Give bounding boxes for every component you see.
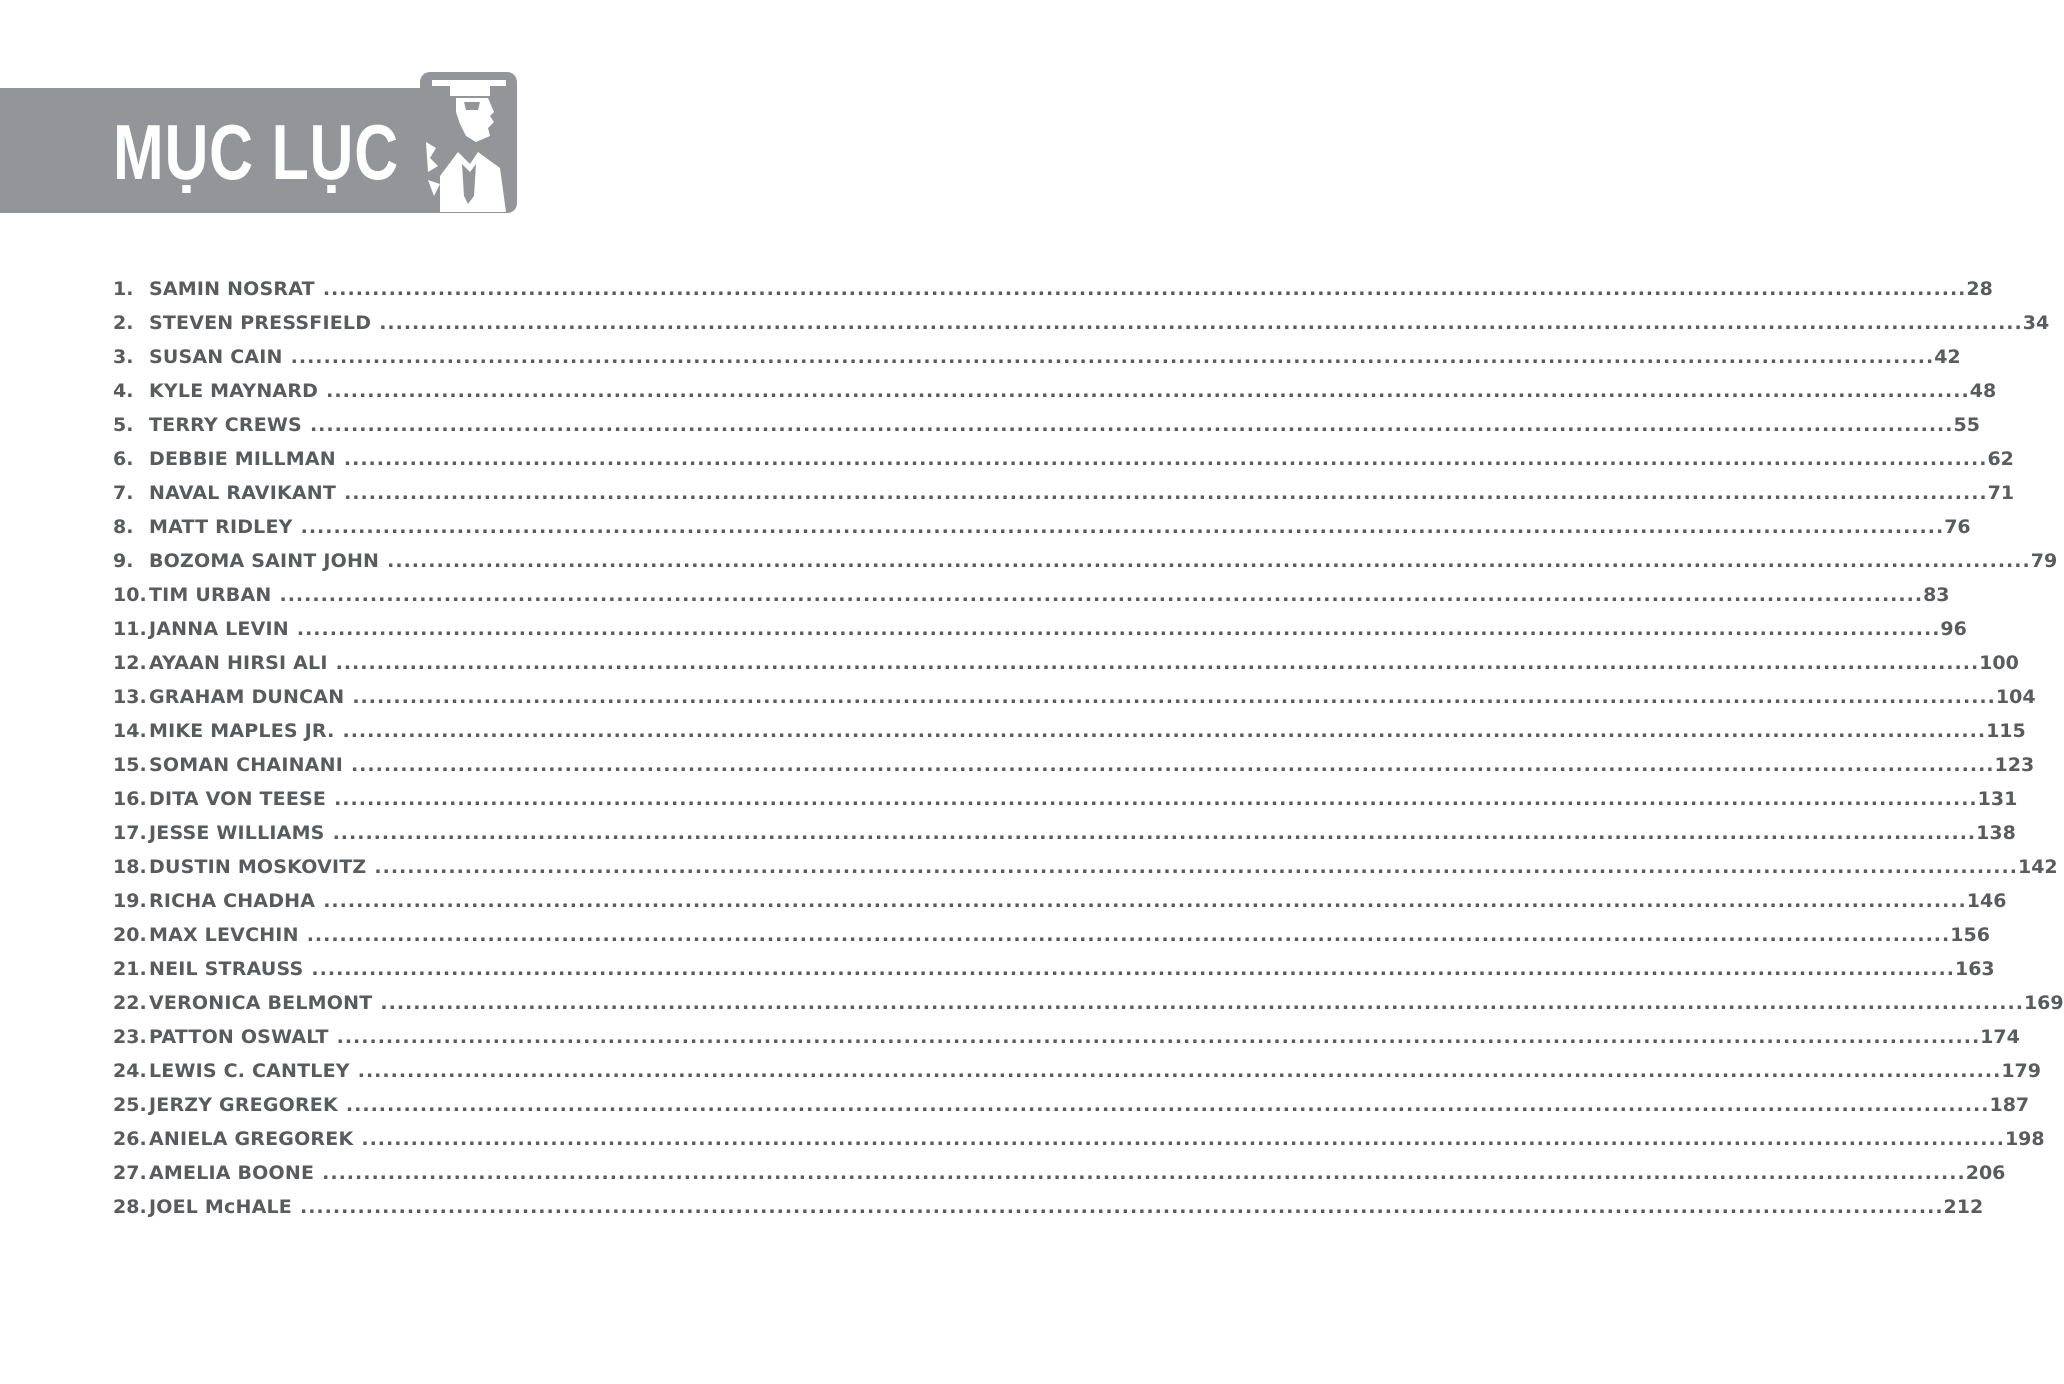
toc-dot-leader: ........................................................................................................................................................................................................ — [332, 822, 1977, 844]
toc-dot-leader: ........................................................................................................................................................................................................ — [290, 346, 1935, 368]
toc-entry[interactable] — [113, 714, 2026, 748]
toc-dot-leader: ........................................................................................................................................................................................................ — [296, 618, 1941, 640]
toc-entry-page: 174 — [1980, 1026, 2020, 1048]
toc-entry-name: STEVEN PRESSFIELD — [149, 312, 372, 334]
toc-entry-number: 23. — [113, 1026, 147, 1048]
toc-entry-name: GRAHAM DUNCAN — [149, 686, 345, 708]
toc-entry-name: LEWIS C. CANTLEY — [149, 1060, 350, 1082]
toc-dot-leader: ........................................................................................................................................................................................................ — [344, 482, 1988, 504]
toc-entry-number: 3. — [113, 346, 134, 368]
toc-entry-name: NAVAL RAVIKANT — [149, 482, 337, 504]
toc-entry-name: SUSAN CAIN — [149, 346, 283, 368]
toc-entry[interactable] — [113, 680, 2036, 714]
toc-entry[interactable] — [113, 510, 1971, 544]
toc-entry-name: DITA VON TEESE — [149, 788, 327, 810]
toc-entry-name: SOMAN CHAINANI — [149, 754, 343, 776]
toc-dot-leader: ........................................................................................................................................................................................................ — [300, 516, 1945, 538]
toc-entry-name: PATTON OSWALT — [149, 1026, 329, 1048]
toc-dot-leader: ........................................................................................................................................................................................................ — [323, 890, 1967, 912]
toc-entry-page: 96 — [1940, 618, 1967, 640]
toc-entry[interactable] — [113, 1020, 2020, 1054]
toc-entry[interactable] — [113, 306, 2050, 340]
toc-entry[interactable] — [113, 884, 2007, 918]
toc-entry-page: 34 — [2022, 312, 2050, 334]
toc-entry[interactable] — [113, 782, 2018, 816]
toc-entry[interactable] — [113, 1122, 2045, 1156]
toc-entry[interactable] — [113, 986, 2064, 1020]
toc-entry-number: 10. — [113, 584, 147, 606]
toc-entry-name: DEBBIE MILLMAN — [149, 448, 336, 470]
toc-entry-name: VERONICA BELMONT — [149, 992, 373, 1014]
toc-entry-name: MAX LEVCHIN — [149, 924, 299, 946]
toc-entry-page: 163 — [1954, 958, 1995, 980]
toc-entry-number: 2. — [113, 312, 134, 334]
toc-entry[interactable] — [113, 1054, 2041, 1088]
toc-entry-number: 9. — [113, 550, 134, 572]
toc-entry-number: 1. — [113, 278, 134, 300]
toc-entry-number: 24. — [113, 1060, 147, 1082]
toc-entry-number: 26. — [113, 1128, 147, 1150]
toc-entry[interactable] — [113, 374, 1997, 408]
toc-entry-page: 198 — [2004, 1128, 2045, 1150]
toc-dot-leader: ........................................................................................................................................................................................................ — [322, 1162, 1966, 1184]
toc-entry-page: 146 — [1966, 890, 2007, 912]
toc-entry[interactable] — [113, 1156, 2006, 1190]
toc-entry-number: 27. — [113, 1162, 147, 1184]
toc-entry[interactable] — [113, 408, 1980, 442]
toc-entry-page: 100 — [1979, 652, 2019, 674]
toc-entry-number: 8. — [113, 516, 134, 538]
toc-entry[interactable] — [113, 272, 1993, 306]
toc-dot-leader: ........................................................................................................................................................................................................ — [306, 924, 1951, 946]
toc-dot-leader: ........................................................................................................................................................................................................ — [352, 686, 1996, 708]
toc-entry-name: SAMIN NOSRAT — [149, 278, 315, 300]
toc-entry-name: KYLE MAYNARD — [149, 380, 319, 402]
toc-entry-page: 79 — [2030, 550, 2058, 572]
toc-dot-leader: ........................................................................................................................................................................................................ — [309, 414, 1954, 436]
toc-entry-page: 55 — [1953, 414, 1980, 436]
toc-entry-number: 17. — [113, 822, 147, 844]
toc-entry-name: JANNA LEVIN — [149, 618, 289, 640]
toc-entry[interactable] — [113, 952, 1995, 986]
toc-entry-name: JOEL McHALE — [149, 1196, 292, 1218]
toc-entry[interactable] — [113, 476, 2015, 510]
toc-entry-number: 25. — [113, 1094, 147, 1116]
toc-entry-page: 83 — [1923, 584, 1950, 606]
toc-entry[interactable] — [113, 1088, 2030, 1122]
toc-entry-number: 14. — [113, 720, 147, 742]
toc-entry-number: 6. — [113, 448, 134, 470]
toc-entry-page: 76 — [1944, 516, 1971, 538]
toc-entry-number: 21. — [113, 958, 147, 980]
toc-entry[interactable] — [113, 646, 2019, 680]
toc-entry-name: AMELIA BOONE — [149, 1162, 315, 1184]
toc-entry-page: 212 — [1943, 1196, 1984, 1218]
toc-entry-name: DUSTIN MOSKOVITZ — [149, 856, 367, 878]
toc-dot-leader: ........................................................................................................................................................................................................ — [279, 584, 1924, 606]
toc-dot-leader: ........................................................................................................................................................................................................ — [299, 1196, 1944, 1218]
toc-entry[interactable] — [113, 442, 2014, 476]
toc-entry[interactable] — [113, 748, 2035, 782]
toc-entry-number: 18. — [113, 856, 147, 878]
toc-entry[interactable] — [113, 918, 1990, 952]
toc-entry[interactable] — [113, 1190, 1984, 1224]
toc-entry-number: 5. — [113, 414, 134, 436]
toc-dot-leader: ........................................................................................................................................................................................................ — [311, 958, 1955, 980]
toc-entry-number: 22. — [113, 992, 147, 1014]
toc-dot-leader: ........................................................................................................................................................................................................ — [361, 1128, 2005, 1150]
toc-entry-number: 4. — [113, 380, 134, 402]
toc-entry-page: 48 — [1969, 380, 1997, 402]
toc-dot-leader: ........................................................................................................................................................................................................ — [357, 1060, 2002, 1082]
toc-dot-leader: ........................................................................................................................................................................................................ — [342, 720, 1987, 742]
toc-dot-leader: ........................................................................................................................................................................................................ — [335, 652, 1980, 674]
toc-entry-page: 131 — [1977, 788, 2018, 810]
toc-entry[interactable] — [113, 578, 1950, 612]
toc-entry[interactable] — [113, 850, 2058, 884]
toc-entry-number: 11. — [113, 618, 147, 640]
toc-entry-page: 156 — [1950, 924, 1990, 946]
toc-dot-leader: ........................................................................................................................................................................................................ — [379, 312, 2023, 334]
toc-entry-name: BOZOMA SAINT JOHN — [149, 550, 380, 572]
toc-entry-page: 42 — [1934, 346, 1961, 368]
toc-entry[interactable] — [113, 612, 1967, 646]
toc-entry-page: 28 — [1966, 278, 1993, 300]
toc-entry-name: JESSE WILLIAMS — [149, 822, 325, 844]
toc-entry-page: 115 — [1986, 720, 2026, 742]
toc-entry-name: TERRY CREWS — [149, 414, 302, 436]
toc-dot-leader: ........................................................................................................................................................................................................ — [322, 278, 1967, 300]
toc-entry-page: 206 — [1965, 1162, 2006, 1184]
toc-dot-leader: ........................................................................................................................................................................................................ — [345, 1094, 1990, 1116]
toc-entry[interactable] — [113, 544, 2058, 578]
toc-entry-name: TIM URBAN — [149, 584, 272, 606]
toc-entry-page: 123 — [1994, 754, 2035, 776]
toc-dot-leader: ........................................................................................................................................................................................................ — [326, 380, 1970, 402]
toc-entry-number: 16. — [113, 788, 147, 810]
toc-dot-leader: ........................................................................................................................................................................................................ — [343, 448, 1988, 470]
toc-dot-leader: ........................................................................................................................................................................................................ — [336, 1026, 1981, 1048]
toc-entry-number: 7. — [113, 482, 134, 504]
toc-entry-number: 19. — [113, 890, 147, 912]
toc-entry-page: 62 — [1987, 448, 2014, 470]
toc-entry[interactable] — [113, 340, 1961, 374]
toc-entry-page: 187 — [1989, 1094, 2030, 1116]
toc-dot-leader: ........................................................................................................................................................................................................ — [374, 856, 2018, 878]
toc-entry-page: 169 — [2023, 992, 2064, 1014]
toc-entry-page: 104 — [1995, 686, 2036, 708]
toc-entry-number: 20. — [113, 924, 147, 946]
toc-entry-page: 142 — [2017, 856, 2058, 878]
toc-entry-name: RICHA CHADHA — [149, 890, 316, 912]
toc-entry-page: 71 — [1987, 482, 2015, 504]
toc-entry-name: MATT RIDLEY — [149, 516, 293, 538]
toc-dot-leader: ........................................................................................................................................................................................................ — [380, 992, 2024, 1014]
man-in-suit-portrait-icon — [420, 72, 517, 213]
toc-dot-leader: ........................................................................................................................................................................................................ — [334, 788, 1978, 810]
toc-dot-leader: ........................................................................................................................................................................................................ — [387, 550, 2031, 572]
toc-entry-name: JERZY GREGOREK — [149, 1094, 338, 1116]
toc-entry-number: 13. — [113, 686, 147, 708]
toc-entry-name: NEIL STRAUSS — [149, 958, 304, 980]
toc-entry[interactable] — [113, 816, 2016, 850]
toc-entry-page: 179 — [2001, 1060, 2041, 1082]
toc-entry-name: AYAAN HIRSI ALI — [149, 652, 328, 674]
toc-entry-name: ANIELA GREGOREK — [149, 1128, 354, 1150]
toc-dot-leader: ........................................................................................................................................................................................................ — [350, 754, 1995, 776]
toc-entry-page: 138 — [1976, 822, 2016, 844]
table-of-contents — [113, 272, 2064, 1224]
page-title: MỤC LỤC — [113, 108, 399, 196]
toc-entry-number: 15. — [113, 754, 147, 776]
toc-entry-name: MIKE MAPLES JR. — [149, 720, 335, 742]
toc-entry-number: 28. — [113, 1196, 147, 1218]
toc-entry-number: 12. — [113, 652, 147, 674]
